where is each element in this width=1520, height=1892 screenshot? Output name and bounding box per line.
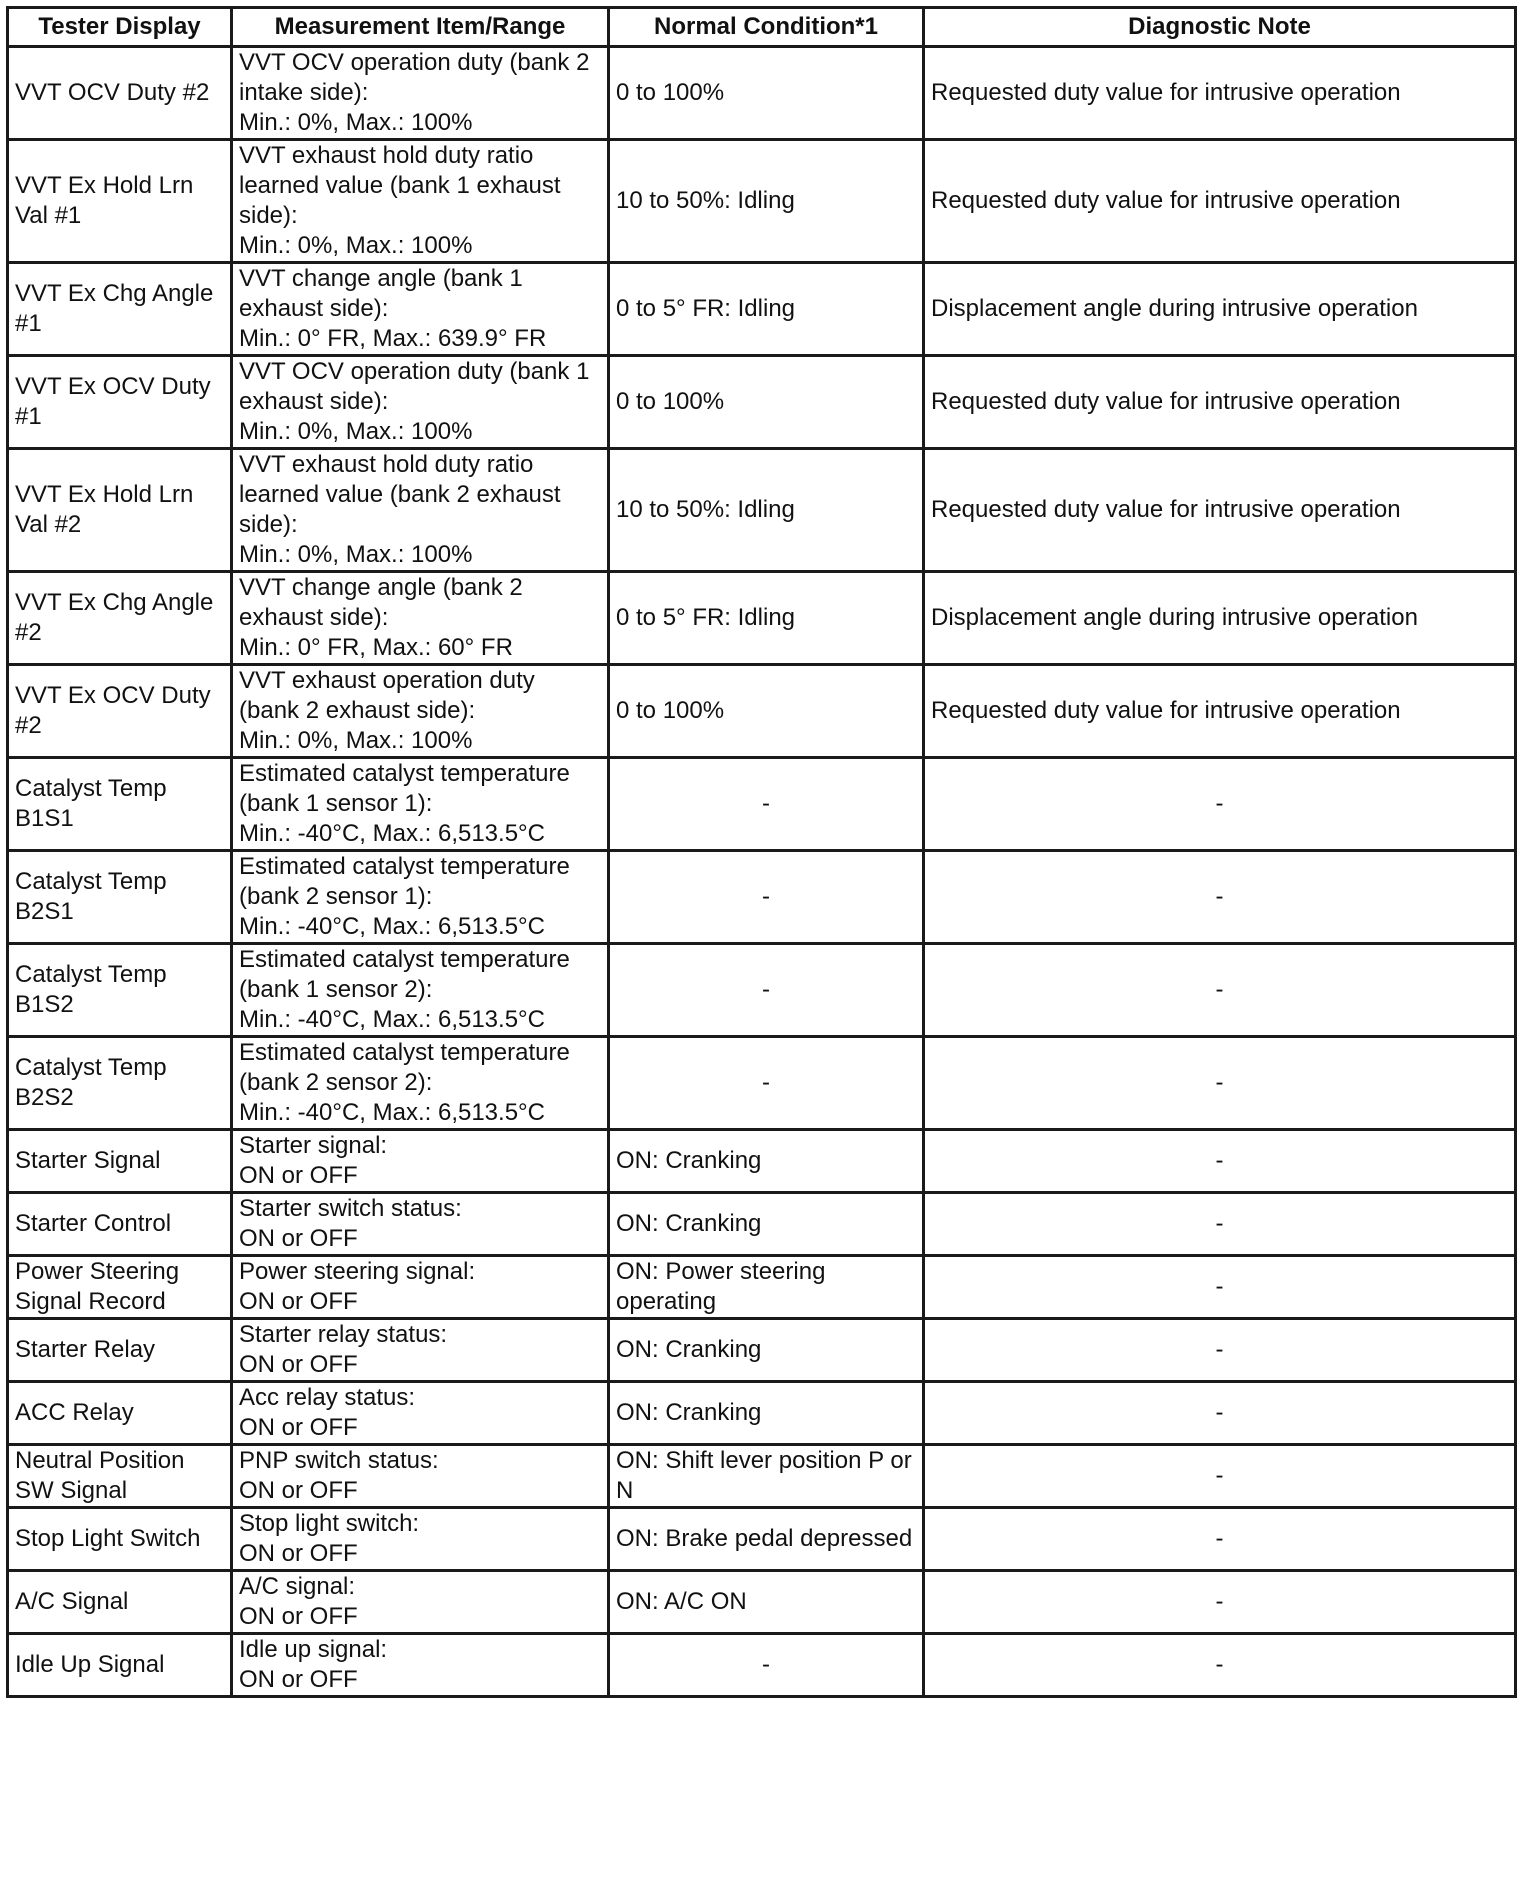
- cell-tester-display: VVT Ex Chg Angle #2: [8, 572, 232, 665]
- cell-tester-display: Catalyst Temp B1S1: [8, 758, 232, 851]
- cell-diagnostic-note: -: [924, 1037, 1516, 1130]
- header-tester-display: Tester Display: [8, 8, 232, 47]
- cell-tester-display: Power Steering Signal Record: [8, 1256, 232, 1319]
- table-row: [8, 944, 1516, 1037]
- cell-normal-condition: -: [609, 758, 924, 851]
- cell-diagnostic-note: -: [924, 1508, 1516, 1571]
- cell-tester-display: A/C Signal: [8, 1571, 232, 1634]
- cell-diagnostic-note: Requested duty value for intrusive operation: [924, 449, 1516, 572]
- cell-measurement-item: Idle up signal: ON or OFF: [232, 1634, 609, 1697]
- cell-normal-condition: -: [609, 1037, 924, 1130]
- header-row: [8, 8, 1516, 47]
- table-row: [8, 356, 1516, 449]
- cell-normal-condition: ON: Cranking: [609, 1382, 924, 1445]
- table-row: [8, 1382, 1516, 1445]
- cell-measurement-item: Estimated catalyst temperature (bank 2 sensor 1): Min.: -40°C, Max.: 6,513.5°C: [232, 851, 609, 944]
- table-row: [8, 1037, 1516, 1130]
- table-row: [8, 1256, 1516, 1319]
- cell-normal-condition: 0 to 5° FR: Idling: [609, 263, 924, 356]
- table-row: [8, 1508, 1516, 1571]
- cell-tester-display: Starter Relay: [8, 1319, 232, 1382]
- cell-tester-display: VVT Ex Chg Angle #1: [8, 263, 232, 356]
- cell-diagnostic-note: Requested duty value for intrusive operation: [924, 47, 1516, 140]
- cell-diagnostic-note: -: [924, 1382, 1516, 1445]
- cell-normal-condition: ON: Brake pedal depressed: [609, 1508, 924, 1571]
- cell-diagnostic-note: Displacement angle during intrusive operation: [924, 572, 1516, 665]
- data-list-sheet: [6, 6, 1514, 1698]
- cell-diagnostic-note: Displacement angle during intrusive operation: [924, 263, 1516, 356]
- cell-diagnostic-note: -: [924, 1319, 1516, 1382]
- cell-diagnostic-note: -: [924, 851, 1516, 944]
- cell-diagnostic-note: -: [924, 944, 1516, 1037]
- table-row: [8, 851, 1516, 944]
- cell-diagnostic-note: -: [924, 1256, 1516, 1319]
- cell-measurement-item: Estimated catalyst temperature (bank 1 sensor 1): Min.: -40°C, Max.: 6,513.5°C: [232, 758, 609, 851]
- cell-normal-condition: 0 to 100%: [609, 47, 924, 140]
- cell-normal-condition: ON: Power steering operating: [609, 1256, 924, 1319]
- cell-measurement-item: A/C signal: ON or OFF: [232, 1571, 609, 1634]
- data-list-table: [6, 6, 1517, 1698]
- cell-tester-display: Catalyst Temp B1S2: [8, 944, 232, 1037]
- cell-measurement-item: Stop light switch: ON or OFF: [232, 1508, 609, 1571]
- cell-tester-display: VVT Ex Hold Lrn Val #2: [8, 449, 232, 572]
- cell-diagnostic-note: -: [924, 1571, 1516, 1634]
- cell-normal-condition: 0 to 100%: [609, 356, 924, 449]
- cell-normal-condition: 10 to 50%: Idling: [609, 449, 924, 572]
- cell-measurement-item: Power steering signal: ON or OFF: [232, 1256, 609, 1319]
- table-row: [8, 572, 1516, 665]
- table-row: [8, 1634, 1516, 1697]
- cell-diagnostic-note: -: [924, 1130, 1516, 1193]
- cell-tester-display: VVT OCV Duty #2: [8, 47, 232, 140]
- cell-measurement-item: Starter signal: ON or OFF: [232, 1130, 609, 1193]
- cell-measurement-item: Starter relay status: ON or OFF: [232, 1319, 609, 1382]
- cell-measurement-item: VVT OCV operation duty (bank 1 exhaust side): Min.: 0%, Max.: 100%: [232, 356, 609, 449]
- cell-diagnostic-note: -: [924, 1634, 1516, 1697]
- cell-measurement-item: VVT exhaust hold duty ratio learned value (bank 2 exhaust side): Min.: 0%, Max.: 100%: [232, 449, 609, 572]
- cell-tester-display: Starter Control: [8, 1193, 232, 1256]
- cell-diagnostic-note: -: [924, 1193, 1516, 1256]
- table-row: [8, 758, 1516, 851]
- table-row: [8, 263, 1516, 356]
- cell-diagnostic-note: Requested duty value for intrusive operation: [924, 356, 1516, 449]
- cell-measurement-item: VVT change angle (bank 1 exhaust side): Min.: 0° FR, Max.: 639.9° FR: [232, 263, 609, 356]
- cell-diagnostic-note: -: [924, 1445, 1516, 1508]
- header-normal-condition: Normal Condition*1: [609, 8, 924, 47]
- cell-normal-condition: -: [609, 1634, 924, 1697]
- cell-normal-condition: ON: Shift lever position P or N: [609, 1445, 924, 1508]
- table-row: [8, 1319, 1516, 1382]
- header-measurement-item: Measurement Item/Range: [232, 8, 609, 47]
- cell-normal-condition: 0 to 5° FR: Idling: [609, 572, 924, 665]
- cell-measurement-item: VVT change angle (bank 2 exhaust side): Min.: 0° FR, Max.: 60° FR: [232, 572, 609, 665]
- table-row: [8, 1130, 1516, 1193]
- table-row: [8, 665, 1516, 758]
- cell-diagnostic-note: Requested duty value for intrusive operation: [924, 665, 1516, 758]
- table-row: [8, 1571, 1516, 1634]
- cell-tester-display: ACC Relay: [8, 1382, 232, 1445]
- table-row: [8, 47, 1516, 140]
- cell-normal-condition: 10 to 50%: Idling: [609, 140, 924, 263]
- cell-tester-display: VVT Ex Hold Lrn Val #1: [8, 140, 232, 263]
- cell-measurement-item: Acc relay status: ON or OFF: [232, 1382, 609, 1445]
- cell-measurement-item: Estimated catalyst temperature (bank 2 sensor 2): Min.: -40°C, Max.: 6,513.5°C: [232, 1037, 609, 1130]
- cell-tester-display: Starter Signal: [8, 1130, 232, 1193]
- table-row: [8, 1193, 1516, 1256]
- cell-diagnostic-note: -: [924, 758, 1516, 851]
- cell-measurement-item: Estimated catalyst temperature (bank 1 sensor 2): Min.: -40°C, Max.: 6,513.5°C: [232, 944, 609, 1037]
- header-diagnostic-note: Diagnostic Note: [924, 8, 1516, 47]
- table-row: [8, 449, 1516, 572]
- cell-normal-condition: ON: Cranking: [609, 1193, 924, 1256]
- cell-measurement-item: Starter switch status: ON or OFF: [232, 1193, 609, 1256]
- cell-tester-display: Idle Up Signal: [8, 1634, 232, 1697]
- cell-diagnostic-note: Requested duty value for intrusive operation: [924, 140, 1516, 263]
- cell-normal-condition: 0 to 100%: [609, 665, 924, 758]
- cell-measurement-item: VVT exhaust operation duty (bank 2 exhaust side): Min.: 0%, Max.: 100%: [232, 665, 609, 758]
- cell-measurement-item: VVT OCV operation duty (bank 2 intake side): Min.: 0%, Max.: 100%: [232, 47, 609, 140]
- cell-normal-condition: -: [609, 944, 924, 1037]
- cell-tester-display: Catalyst Temp B2S2: [8, 1037, 232, 1130]
- cell-tester-display: Stop Light Switch: [8, 1508, 232, 1571]
- cell-measurement-item: VVT exhaust hold duty ratio learned value (bank 1 exhaust side): Min.: 0%, Max.: 100%: [232, 140, 609, 263]
- cell-normal-condition: ON: Cranking: [609, 1130, 924, 1193]
- cell-measurement-item: PNP switch status: ON or OFF: [232, 1445, 609, 1508]
- cell-normal-condition: ON: A/C ON: [609, 1571, 924, 1634]
- cell-normal-condition: -: [609, 851, 924, 944]
- cell-tester-display: VVT Ex OCV Duty #1: [8, 356, 232, 449]
- cell-tester-display: Catalyst Temp B2S1: [8, 851, 232, 944]
- cell-normal-condition: ON: Cranking: [609, 1319, 924, 1382]
- cell-tester-display: Neutral Position SW Signal: [8, 1445, 232, 1508]
- table-row: [8, 140, 1516, 263]
- cell-tester-display: VVT Ex OCV Duty #2: [8, 665, 232, 758]
- table-row: [8, 1445, 1516, 1508]
